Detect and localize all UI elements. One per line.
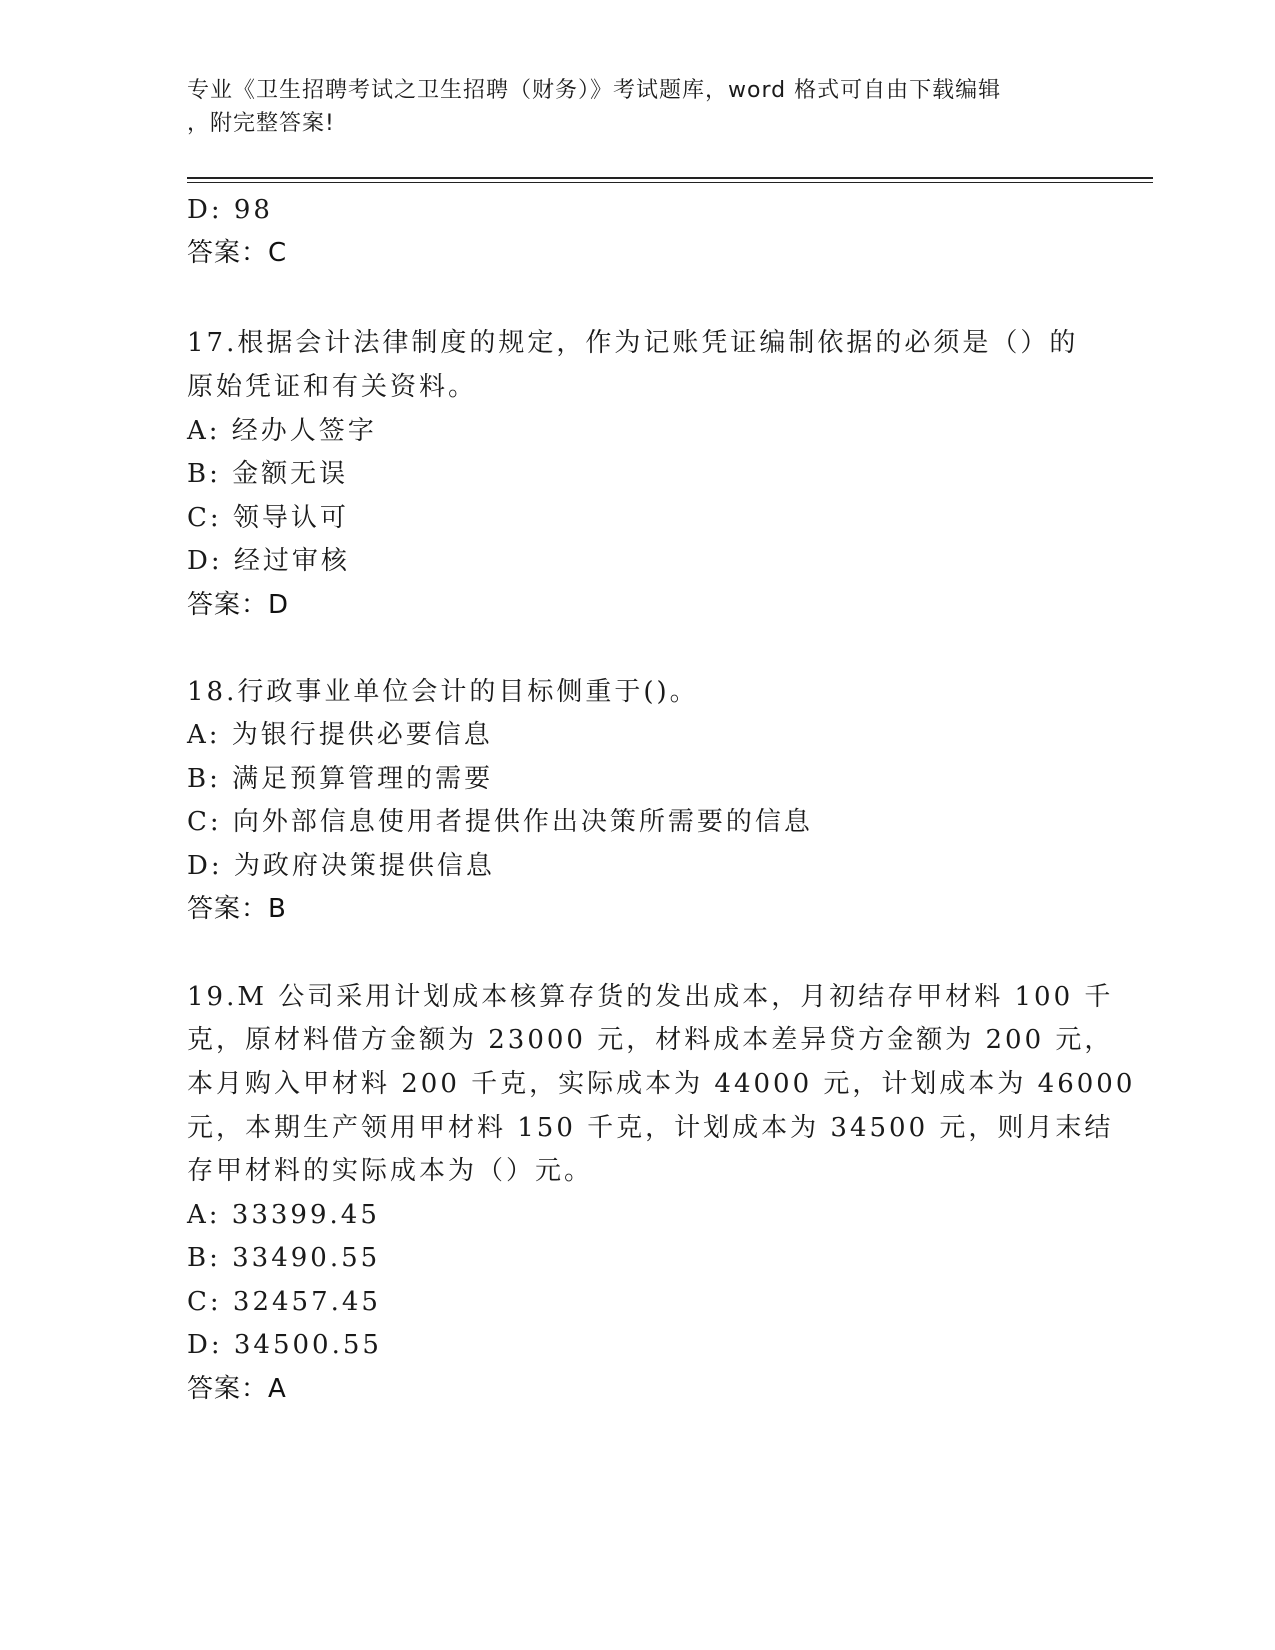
q17-stem-line-2: 原始凭证和有关资料。 [187,372,478,402]
q19-stem-line-1: 19.M 公司采用计划成本核算存货的发出成本，月初结存甲材料 100 千 [187,982,1114,1012]
q18-option-b: B: 满足预算管理的需要 [187,764,494,794]
q18-option-a: A: 为银行提供必要信息 [187,720,493,750]
header-line-2: ，附完整答案! [187,111,335,136]
q17-option-d: D: 经过审核 [187,546,350,576]
q17-option-a: A: 经办人签字 [187,416,377,446]
q19-option-d: D: 34500.55 [187,1330,382,1360]
q18-option-d: D: 为政府决策提供信息 [187,851,495,881]
header-divider-thin [187,182,1153,183]
q18-answer: 答案：B [187,894,287,924]
q17-answer: 答案：D [187,590,290,620]
q17-stem-line-1: 17.根据会计法律制度的规定，作为记账凭证编制依据的必须是（）的 [187,328,1079,358]
q18-stem-line-1: 18.行政事业单位会计的目标侧重于()。 [187,677,699,707]
q19-stem-line-3: 本月购入甲材料 200 千克，实际成本为 44000 元，计划成本为 46000 [187,1069,1136,1099]
page-header [187,74,1067,140]
q19-option-b: B: 33490.55 [187,1243,381,1273]
q19-stem-line-4: 元，本期生产领用甲材料 150 千克，计划成本为 34500 元，则月末结 [187,1113,1114,1143]
prev-option-d: D: 98 [187,195,273,225]
q19-answer: 答案：A [187,1374,287,1404]
q19-stem-line-2: 克，原材料借方金额为 23000 元，材料成本差异贷方金额为 200 元， [187,1025,1114,1055]
q17-option-c: C: 领导认可 [187,503,349,533]
q19-option-c: C: 32457.45 [187,1287,381,1317]
q18-option-c: C: 向外部信息使用者提供作出决策所需要的信息 [187,807,813,837]
header-line-1: 专业《卫生招聘考试之卫生招聘（财务）》考试题库，word 格式可自由下载编辑 [187,78,1002,103]
prev-answer: 答案：C [187,238,288,268]
q19-option-a: A: 33399.45 [187,1200,380,1230]
header-divider-thick [187,177,1153,179]
q19-stem-line-5: 存甲材料的实际成本为（）元。 [187,1156,594,1186]
q17-option-b: B: 金额无误 [187,459,349,489]
